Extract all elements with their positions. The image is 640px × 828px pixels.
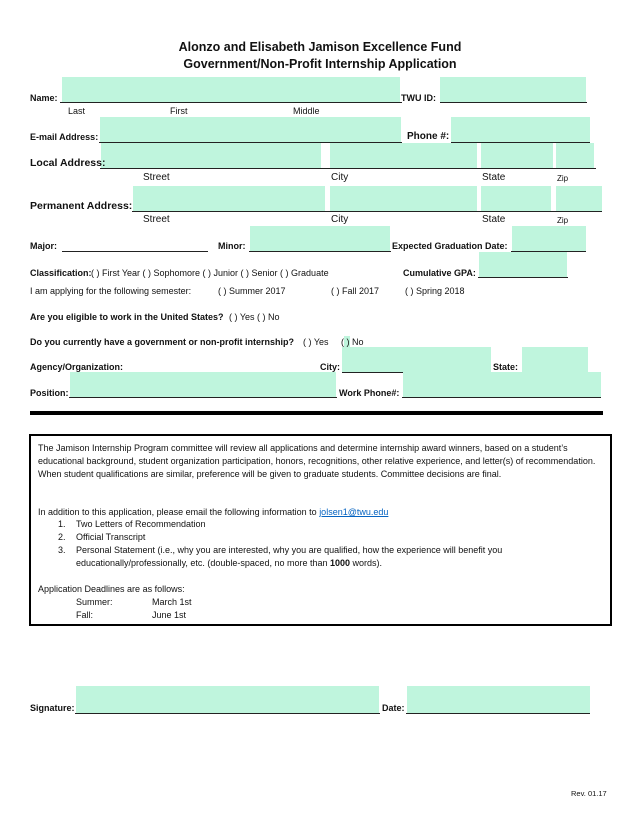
minor-input[interactable] bbox=[250, 226, 390, 251]
email-label: E-mail Address: bbox=[30, 132, 99, 142]
local-city-input[interactable] bbox=[330, 143, 477, 168]
first-caption: First bbox=[170, 106, 188, 116]
work-phone-input[interactable] bbox=[403, 372, 601, 397]
position-underline bbox=[69, 397, 337, 398]
deadline-date-fall: June 1st bbox=[152, 610, 187, 620]
signature-date-input[interactable] bbox=[407, 686, 590, 713]
work-phone-underline bbox=[402, 397, 601, 398]
list-item-3-line1: Personal Statement (i.e., why you are interested, why you are qualified, how the experience will benefit you bbox=[76, 545, 503, 555]
local-street-caption: Street bbox=[143, 172, 170, 183]
name-underline bbox=[60, 102, 402, 103]
form-subtitle: Government/Non-Profit Internship Application bbox=[183, 57, 457, 71]
perm-street-caption: Street bbox=[143, 214, 170, 225]
eligible-options[interactable]: ( ) Yes ( ) No bbox=[229, 312, 280, 322]
name-input[interactable] bbox=[62, 77, 400, 102]
local-zip-caption: Zip bbox=[557, 174, 569, 183]
semester-fall-option[interactable]: ( ) Fall 2017 bbox=[331, 286, 380, 296]
list-item-3-text: educationally/professionally, etc. (double-spaced, no more than bbox=[76, 558, 328, 568]
local-zip-input[interactable] bbox=[556, 143, 594, 168]
signature-date-label: Date: bbox=[382, 703, 405, 713]
middle-caption: Middle bbox=[293, 106, 320, 116]
deadline-date-summer: March 1st bbox=[152, 597, 192, 607]
signature-underline bbox=[75, 713, 380, 714]
perm-state-input[interactable] bbox=[481, 186, 551, 211]
twu-id-underline bbox=[440, 102, 587, 103]
signature-label: Signature: bbox=[30, 703, 75, 713]
current-yes-option[interactable]: ( ) Yes bbox=[303, 337, 329, 347]
twu-id-label: TWU ID: bbox=[401, 93, 436, 103]
gpa-input[interactable] bbox=[479, 252, 567, 277]
email-input[interactable] bbox=[100, 117, 401, 142]
semester-label: I am applying for the following semester: bbox=[30, 286, 192, 296]
list-item-3-end: words). bbox=[352, 558, 383, 568]
major-label: Major: bbox=[30, 241, 57, 251]
form-title: Alonzo and Elisabeth Jamison Excellence Fund bbox=[178, 40, 462, 54]
email-instructions bbox=[38, 507, 388, 517]
local-street-input[interactable] bbox=[101, 143, 321, 168]
agency-city-label: City: bbox=[320, 362, 340, 372]
current-internship-question: Do you currently have a government or non-profit internship? bbox=[30, 337, 295, 347]
position-input[interactable] bbox=[70, 372, 336, 397]
phone-input[interactable] bbox=[451, 117, 590, 142]
major-input[interactable] bbox=[62, 251, 208, 252]
gpa-underline bbox=[478, 277, 568, 278]
last-caption: Last bbox=[68, 106, 86, 116]
info-paragraph: The Jamison Internship Program committee will review all applications and determine internship award winners, based on a student’s educational background, student organization participation, honors, recognitions, other relative experience, and letter(s) of recommendation. When student qualifications are similar, preference will be given to graduate students. Committee decisions are final. bbox=[38, 443, 596, 479]
list-item-2: Official Transcript bbox=[76, 532, 146, 542]
agency-state-input[interactable] bbox=[522, 347, 588, 372]
list-item-1: Two Letters of Recommendation bbox=[76, 519, 206, 529]
minor-underline bbox=[249, 251, 391, 252]
perm-zip-caption: Zip bbox=[557, 216, 569, 225]
perm-city-caption: City bbox=[331, 214, 349, 225]
grad-date-label: Expected Graduation Date: bbox=[392, 241, 508, 251]
signature-input[interactable] bbox=[76, 686, 379, 713]
permanent-address-label: Permanent Address: bbox=[30, 200, 133, 212]
perm-zip-input[interactable] bbox=[556, 186, 602, 211]
perm-street-input[interactable] bbox=[133, 186, 325, 211]
work-phone-label: Work Phone#: bbox=[339, 388, 400, 398]
list-num-1: 1. bbox=[58, 519, 66, 529]
contact-email-link[interactable]: jolsen1@twu.edu bbox=[319, 507, 389, 517]
agency-city-input[interactable] bbox=[342, 347, 491, 372]
local-state-input[interactable] bbox=[481, 143, 553, 168]
list-num-3: 3. bbox=[58, 545, 66, 555]
list-num-2: 2. bbox=[58, 532, 66, 542]
deadline-term-fall: Fall: bbox=[76, 610, 94, 620]
deadline-term-summer: Summer: bbox=[76, 597, 113, 607]
revision-label: Rev. 01.17 bbox=[571, 789, 607, 798]
phone-label: Phone #: bbox=[407, 131, 450, 142]
signature-date-underline bbox=[406, 713, 590, 714]
semester-spring-option[interactable]: ( ) Spring 2018 bbox=[405, 286, 465, 296]
agency-state-label: State: bbox=[493, 362, 519, 372]
grad-date-input[interactable] bbox=[512, 226, 586, 251]
perm-address-underline bbox=[132, 211, 602, 212]
classification-options[interactable]: ( ) First Year ( ) Sophomore ( ) Junior ( ) Senior ( ) Graduate bbox=[91, 268, 329, 278]
agency-label: Agency/Organization: bbox=[30, 362, 124, 372]
deadlines-intro: Application Deadlines are as follows: bbox=[38, 584, 185, 594]
list-item-3-line2 bbox=[76, 558, 382, 568]
perm-state-caption: State bbox=[482, 214, 506, 225]
semester-summer-option[interactable]: ( ) Summer 2017 bbox=[218, 286, 286, 296]
word-limit: 1000 bbox=[330, 558, 351, 568]
eligible-question: Are you eligible to work in the United States? bbox=[30, 312, 224, 322]
local-address-label: Local Address: bbox=[30, 157, 106, 169]
position-label: Position: bbox=[30, 388, 69, 398]
classification-label: Classification: bbox=[30, 268, 92, 278]
local-address-underline bbox=[100, 168, 596, 169]
gpa-label: Cumulative GPA: bbox=[403, 268, 476, 278]
current-no-option[interactable]: ( ) No bbox=[341, 337, 364, 347]
local-state-caption: State bbox=[482, 172, 506, 183]
perm-city-input[interactable] bbox=[330, 186, 477, 211]
twu-id-input[interactable] bbox=[440, 77, 586, 102]
section-divider bbox=[30, 411, 603, 415]
email-intro-text: In addition to this application, please email the following information to bbox=[38, 507, 317, 517]
minor-label: Minor: bbox=[218, 241, 246, 251]
name-label: Name: bbox=[30, 93, 58, 103]
local-city-caption: City bbox=[331, 172, 349, 183]
